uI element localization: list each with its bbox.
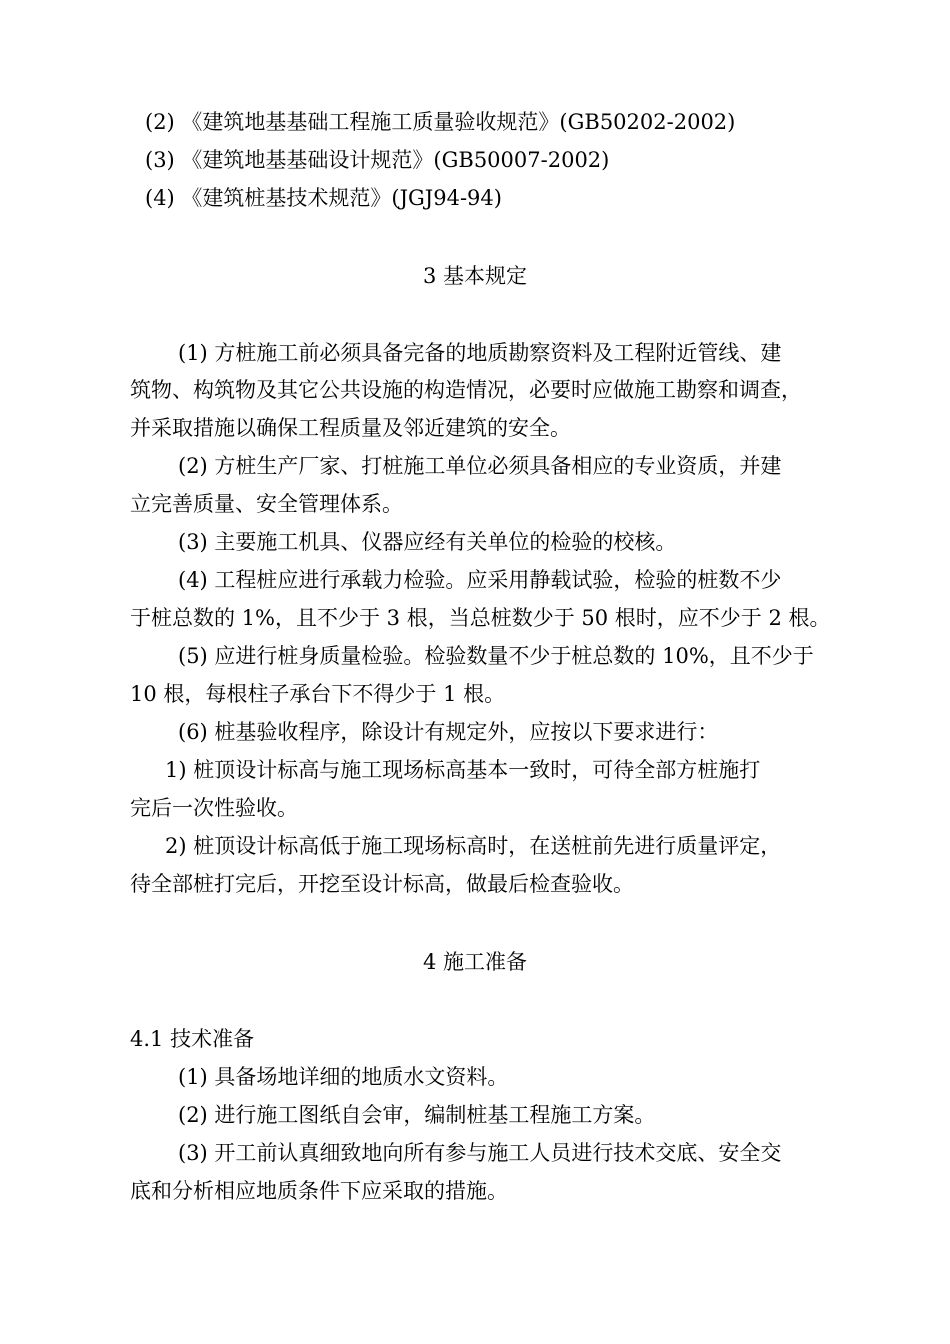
paragraph-line: (6) 桩基验收程序，除设计有规定外，应按以下要求进行： bbox=[178, 720, 719, 744]
subsection-heading: 4.1 技术准备 bbox=[130, 1027, 255, 1051]
reference-item: (3) 《建筑地基基础设计规范》(GB50007-2002) bbox=[145, 148, 610, 172]
paragraph-line: 1) 桩顶设计标高与施工现场标高基本一致时，可待全部方桩施打 bbox=[165, 758, 761, 782]
paragraph-line: (3) 开工前认真细致地向所有参与施工人员进行技术交底、安全交 bbox=[178, 1141, 782, 1165]
section-heading: 3 基本规定 bbox=[422, 264, 528, 288]
paragraph-line: 10 根，每根柱子承台下不得少于 1 根。 bbox=[130, 682, 506, 706]
reference-item: (4) 《建筑桩基技术规范》(JGJ94-94) bbox=[145, 186, 502, 210]
paragraph-line: (4) 工程桩应进行承载力检验。应采用静载试验，检验的桩数不少 bbox=[178, 568, 782, 592]
paragraph-line: 完后一次性验收。 bbox=[130, 796, 298, 820]
paragraph-line: (1) 具备场地详细的地质水文资料。 bbox=[178, 1065, 509, 1089]
section-heading: 4 施工准备 bbox=[422, 950, 528, 974]
paragraph-line: 于桩总数的 1%，且不少于 3 根，当总桩数少于 50 根时，应不少于 2 根。 bbox=[130, 606, 831, 630]
paragraph-line: 2) 桩顶设计标高低于施工现场标高时，在送桩前先进行质量评定， bbox=[165, 834, 782, 858]
paragraph-line: 底和分析相应地质条件下应采取的措施。 bbox=[130, 1179, 508, 1203]
paragraph-line: (5) 应进行桩身质量检验。检验数量不少于桩总数的 10%，且不少于 bbox=[178, 644, 814, 668]
paragraph-line: (1) 方桩施工前必须具备完备的地质勘察资料及工程附近管线、建 bbox=[178, 341, 782, 365]
paragraph-line: 立完善质量、安全管理体系。 bbox=[130, 492, 403, 516]
paragraph-line: (3) 主要施工机具、仪器应经有关单位的检验的校核。 bbox=[178, 530, 677, 554]
paragraph-line: (2) 方桩生产厂家、打桩施工单位必须具备相应的专业资质，并建 bbox=[178, 454, 782, 478]
paragraph-line: 并采取措施以确保工程质量及邻近建筑的安全。 bbox=[130, 416, 571, 440]
paragraph-line: (2) 进行施工图纸自会审，编制桩基工程施工方案。 bbox=[178, 1103, 656, 1127]
paragraph-line: 筑物、构筑物及其它公共设施的构造情况，必要时应做施工勘察和调查， bbox=[130, 378, 802, 402]
paragraph-line: 待全部桩打完后，开挖至设计标高，做最后检查验收。 bbox=[130, 872, 634, 896]
reference-item: (2) 《建筑地基基础工程施工质量验收规范》(GB50202-2002) bbox=[145, 110, 736, 134]
